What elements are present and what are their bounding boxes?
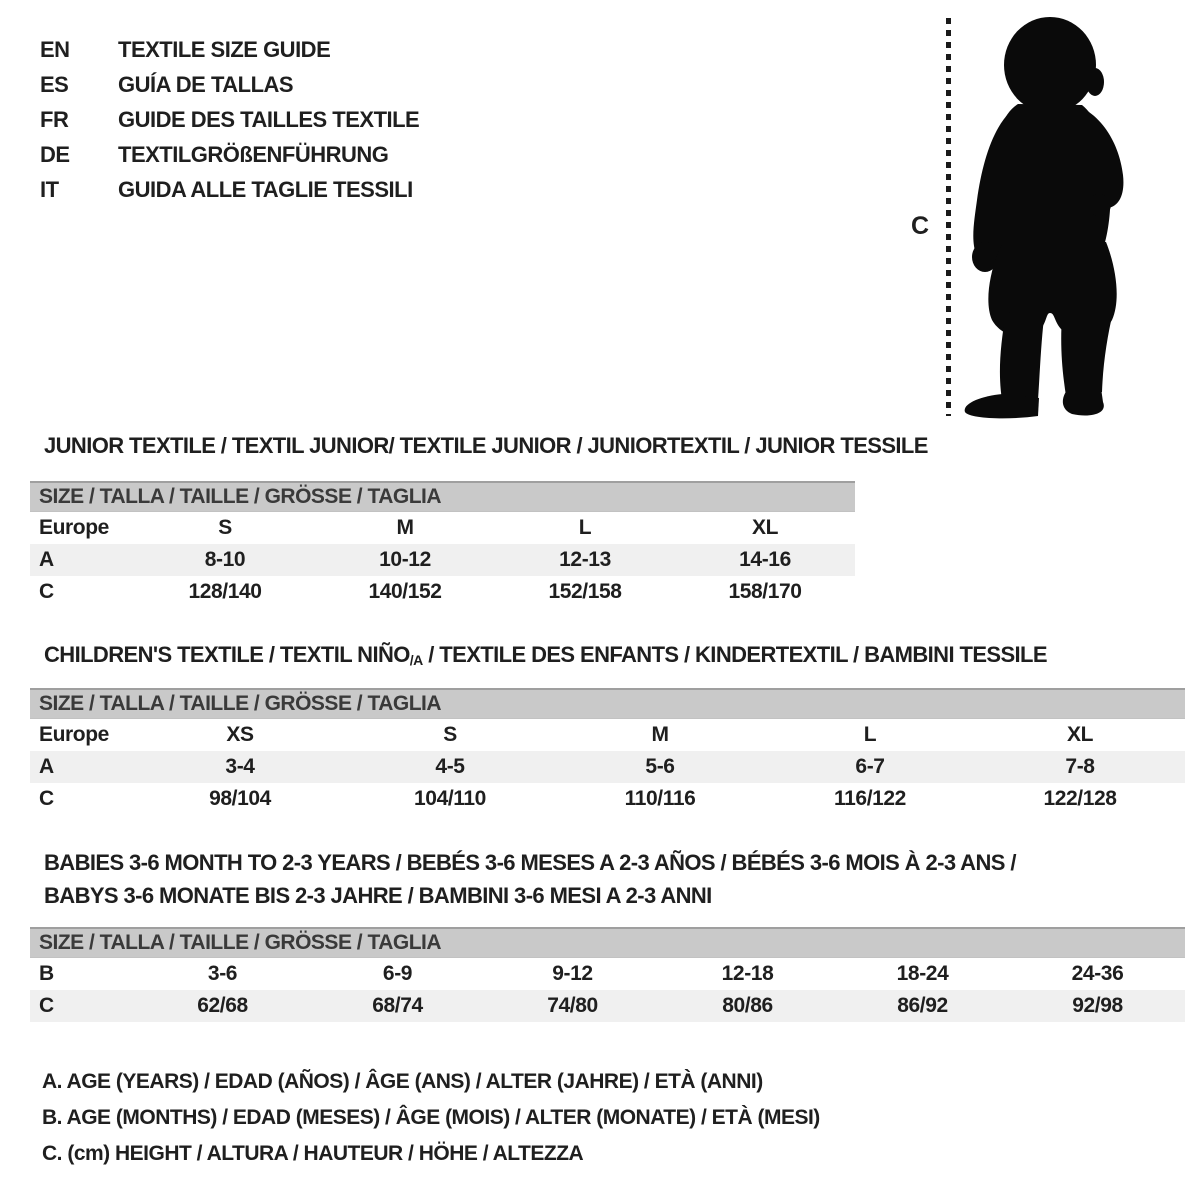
size-header-label: SIZE / TALLA / TAILLE / GRÖSSE / TAGLIA bbox=[39, 692, 442, 715]
row-label: C bbox=[39, 580, 54, 603]
children-size-table bbox=[30, 688, 1185, 815]
table-cell: 68/74 bbox=[372, 994, 423, 1017]
table-row bbox=[30, 719, 1185, 751]
table-cell: S bbox=[443, 723, 457, 746]
legend-line-b: B. AGE (MONTHS) / EDAD (MESES) / ÂGE (MOIS) / ALTER (MONATE) / ETÀ (MESI) bbox=[42, 1106, 820, 1129]
table-cell: 4-5 bbox=[435, 755, 465, 778]
table-cell: 158/170 bbox=[728, 580, 802, 603]
table-cell: 12-13 bbox=[559, 548, 611, 571]
table-cell: 104/110 bbox=[414, 787, 486, 810]
table-cell: 18-24 bbox=[896, 962, 949, 985]
size-header-label: SIZE / TALLA / TAILLE / GRÖSSE / TAGLIA bbox=[39, 485, 442, 508]
table-row bbox=[30, 990, 1185, 1022]
table-row bbox=[30, 576, 855, 608]
size-header-row bbox=[30, 481, 855, 512]
lang-row-de bbox=[40, 137, 419, 172]
row-label: Europe bbox=[39, 516, 109, 539]
babies-size-table bbox=[30, 927, 1185, 1022]
row-label: A bbox=[39, 548, 54, 571]
measure-label-c: C bbox=[910, 212, 930, 240]
lang-code: ES bbox=[40, 71, 69, 97]
lang-code: IT bbox=[40, 176, 59, 202]
lang-code: FR bbox=[40, 106, 69, 132]
title-main: CHILDREN'S TEXTILE / TEXTIL NIÑO bbox=[44, 642, 410, 667]
row-label: Europe bbox=[39, 723, 109, 746]
section-title-junior: JUNIOR TEXTILE / TEXTIL JUNIOR/ TEXTILE JUNIOR / JUNIORTEXTIL / JUNIOR TESSILE bbox=[44, 433, 928, 458]
language-title-block bbox=[40, 32, 419, 207]
row-label: A bbox=[39, 755, 54, 778]
legend-line-c: C. (cm) HEIGHT / ALTURA / HAUTEUR / HÖHE / ALTEZZA bbox=[42, 1142, 584, 1165]
title-line-2: BABYS 3-6 MONATE BIS 2-3 JAHRE / BAMBINI 3-6 MESI A 2-3 ANNI bbox=[44, 883, 712, 908]
table-cell: XL bbox=[751, 516, 779, 539]
toddler-silhouette-icon bbox=[950, 12, 1150, 422]
table-cell: S bbox=[218, 516, 232, 539]
lang-title: GUIDA ALLE TAGLIE TESSILI bbox=[118, 176, 413, 202]
size-header-row bbox=[30, 927, 1185, 958]
lang-code: EN bbox=[40, 36, 70, 62]
table-cell: 14-16 bbox=[739, 548, 791, 571]
title-subscript: /A bbox=[409, 652, 423, 668]
table-cell: 62/68 bbox=[197, 994, 248, 1017]
lang-title: TEXTILE SIZE GUIDE bbox=[118, 36, 331, 62]
table-cell: 152/158 bbox=[548, 580, 622, 603]
table-cell: 128/140 bbox=[188, 580, 262, 603]
table-cell: XL bbox=[1066, 723, 1094, 746]
lang-row-es bbox=[40, 67, 419, 102]
row-label: B bbox=[39, 962, 54, 985]
table-row bbox=[30, 958, 1185, 990]
table-cell: L bbox=[578, 516, 592, 539]
lang-title: GUÍA DE TALLAS bbox=[118, 71, 294, 97]
section-title-children bbox=[44, 643, 1047, 672]
table-row bbox=[30, 544, 855, 576]
table-cell: 92/98 bbox=[1072, 994, 1123, 1017]
table-cell: 8-10 bbox=[204, 548, 246, 571]
title-line-1: BABIES 3-6 MONTH TO 2-3 YEARS / BEBÉS 3-6 MESES A 2-3 AÑOS / BÉBÉS 3-6 MOIS À 2-3 ANS / bbox=[44, 850, 1016, 875]
size-header-row bbox=[30, 688, 1185, 719]
table-cell: 110/116 bbox=[624, 787, 696, 810]
title-rest: / TEXTILE DES ENFANTS / KINDERTEXTIL / BAMBINI TESSILE bbox=[422, 642, 1047, 667]
table-cell: 5-6 bbox=[645, 755, 675, 778]
table-cell: L bbox=[863, 723, 877, 746]
table-cell: 116/122 bbox=[834, 787, 906, 810]
lang-title: GUIDE DES TAILLES TEXTILE bbox=[118, 106, 420, 132]
table-cell: 86/92 bbox=[897, 994, 948, 1017]
legend-line-a: A. AGE (YEARS) / EDAD (AÑOS) / ÂGE (ANS) / ALTER (JAHRE) / ETÀ (ANNI) bbox=[42, 1070, 763, 1093]
lang-row-it bbox=[40, 172, 419, 207]
table-cell: 12-18 bbox=[721, 962, 774, 985]
lang-row-fr bbox=[40, 102, 419, 137]
table-cell: 80/86 bbox=[722, 994, 773, 1017]
size-header-label: SIZE / TALLA / TAILLE / GRÖSSE / TAGLIA bbox=[39, 931, 442, 954]
table-cell: XS bbox=[226, 723, 254, 746]
table-cell: 3-4 bbox=[225, 755, 255, 778]
table-cell: 98/104 bbox=[209, 787, 271, 810]
lang-row-en bbox=[40, 32, 419, 67]
table-cell: M bbox=[651, 723, 669, 746]
lang-title: TEXTILGRÖßENFÜHRUNG bbox=[118, 141, 389, 167]
row-label: C bbox=[39, 787, 54, 810]
table-cell: 10-12 bbox=[379, 548, 431, 571]
table-cell: 122/128 bbox=[1043, 787, 1117, 810]
row-label: C bbox=[39, 994, 54, 1017]
lang-code: DE bbox=[40, 141, 70, 167]
junior-size-table bbox=[30, 481, 855, 608]
table-row bbox=[30, 751, 1185, 783]
table-cell: 9-12 bbox=[552, 962, 593, 985]
table-cell: 6-7 bbox=[855, 755, 885, 778]
table-cell: 74/80 bbox=[547, 994, 598, 1017]
table-cell: 140/152 bbox=[368, 580, 442, 603]
section-title-babies bbox=[44, 846, 1016, 912]
table-cell: 3-6 bbox=[207, 962, 238, 985]
measurement-legend bbox=[42, 1064, 820, 1172]
table-row bbox=[30, 783, 1185, 815]
table-cell: M bbox=[396, 516, 414, 539]
table-row bbox=[30, 512, 855, 544]
table-cell: 6-9 bbox=[382, 962, 413, 985]
table-cell: 24-36 bbox=[1071, 962, 1124, 985]
table-cell: 7-8 bbox=[1065, 755, 1095, 778]
